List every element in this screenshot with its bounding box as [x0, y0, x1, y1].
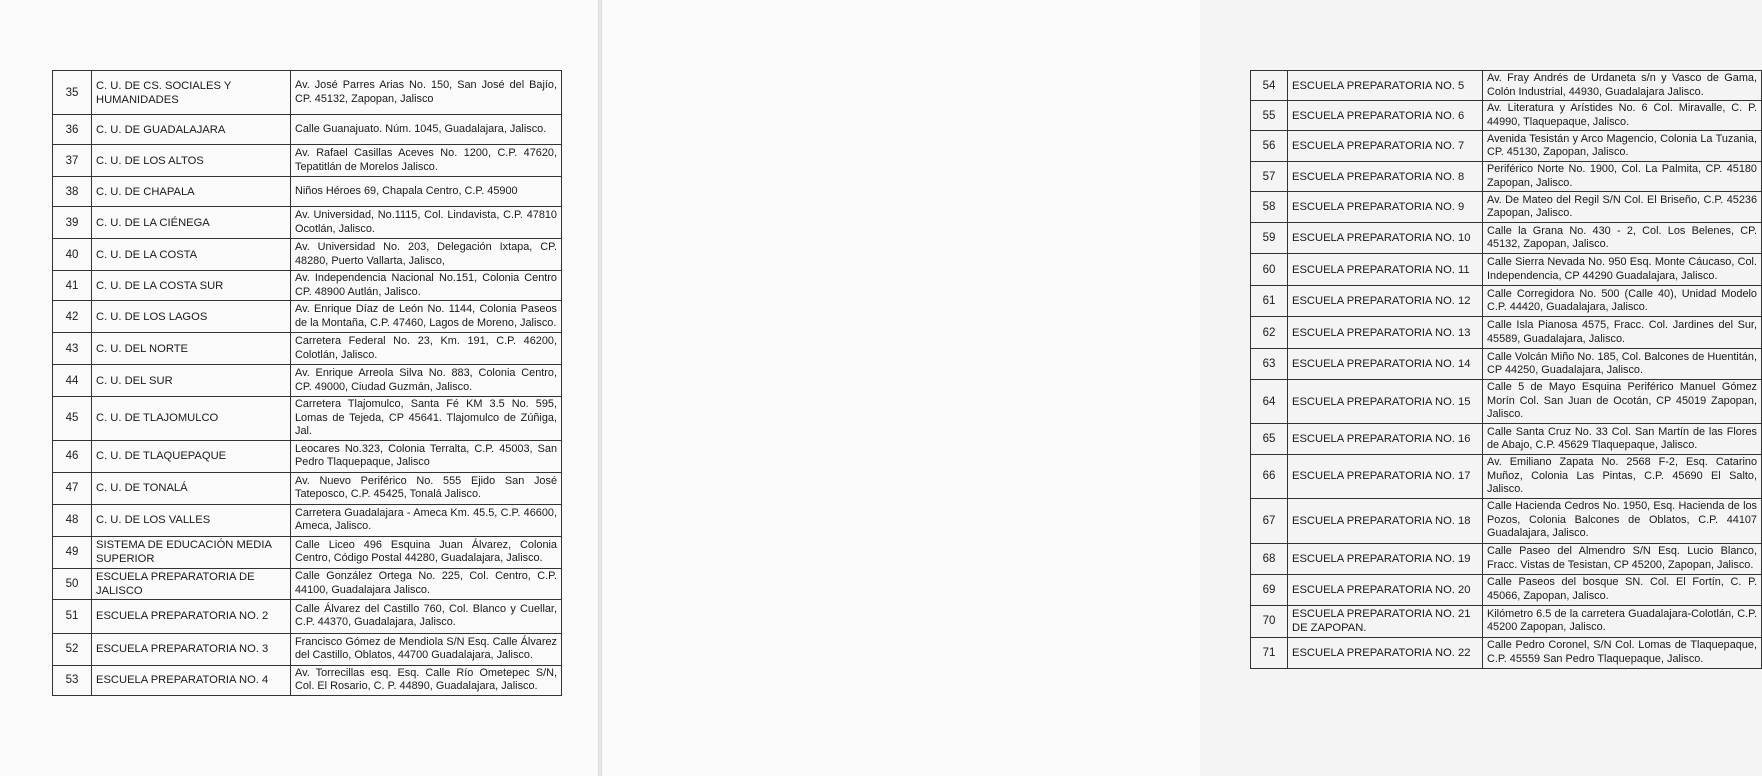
right-table-body [1251, 71, 1762, 669]
row-number: 68 [1251, 543, 1288, 574]
table-row [53, 599, 562, 633]
row-number: 65 [1251, 424, 1288, 455]
left-table-body [53, 71, 562, 696]
table-row [1251, 424, 1762, 455]
institution-name: C. U. DE CS. SOCIALES Y HUMANIDADES [92, 71, 291, 115]
institution-address: Calle Guanajuato. Núm. 1045, Guadalajara, Jalisco. [291, 115, 562, 145]
table-row [53, 177, 562, 207]
institution-address: Av. De Mateo del Regil S/N Col. El Briseño, C.P. 45236 Zapopan, Jalisco. [1483, 192, 1762, 223]
institution-name: ESCUELA PREPARATORIA NO. 14 [1288, 349, 1483, 380]
table-row [53, 71, 562, 115]
row-number: 67 [1251, 498, 1288, 543]
row-number: 44 [53, 365, 92, 397]
institution-address: Calle González Ortega No. 225, Col. Centro, C.P. 44100, Guadalajara Jalisco. [291, 568, 562, 599]
institution-name: C. U. DE LA COSTA [92, 239, 291, 271]
table-row [53, 397, 562, 441]
row-number: 39 [53, 207, 92, 239]
institution-address: Av. Nuevo Periférico No. 555 Ejido San José Tateposco, C.P. 45425, Tonalá Jalisco. [291, 472, 562, 504]
institution-address: Avenida Tesistán y Arco Magencio, Colonia La Tuzania, CP. 45130, Zapopan, Jalisco. [1483, 131, 1762, 162]
institution-name: ESCUELA PREPARATORIA NO. 13 [1288, 317, 1483, 349]
table-row [53, 665, 562, 695]
table-row [53, 115, 562, 145]
table-row [1251, 131, 1762, 162]
institution-address: Av. Enrique Arreola Silva No. 883, Colonia Centro, CP. 49000, Ciudad Guzmán, Jalisco. [291, 365, 562, 397]
row-number: 45 [53, 397, 92, 441]
institution-address: Av. Rafael Casillas Aceves No. 1200, C.P. 47620, Tepatitlán de Morelos Jalisco. [291, 145, 562, 177]
table-row [1251, 498, 1762, 543]
table-row [53, 440, 562, 472]
institution-name: ESCUELA PREPARATORIA NO. 12 [1288, 286, 1483, 317]
institution-address: Av. Emiliano Zapata No. 2568 F-2, Esq. Catarino Muñoz, Colonia Las Pintas, C.P. 45690 El Salto, Jalisco. [1483, 455, 1762, 499]
institution-name: C. U. DE LOS ALTOS [92, 145, 291, 177]
row-number: 63 [1251, 349, 1288, 380]
institution-name: ESCUELA PREPARATORIA NO. 5 [1288, 71, 1483, 101]
institution-name: ESCUELA PREPARATORIA NO. 17 [1288, 455, 1483, 499]
table-row [1251, 254, 1762, 286]
institution-address: Carretera Tlajomulco, Santa Fé KM 3.5 No. 595, Lomas de Tejeda, CP 45641. Tlajomulco de Zúñiga, Jal. [291, 397, 562, 441]
table-row [1251, 71, 1762, 101]
institution-name: ESCUELA PREPARATORIA NO. 2 [92, 599, 291, 633]
row-number: 41 [53, 271, 92, 301]
table-row [53, 633, 562, 665]
table-row [53, 333, 562, 365]
row-number: 66 [1251, 455, 1288, 499]
institution-address: Francisco Gómez de Mendiola S/N Esq. Calle Álvarez del Castillo, Oblatos, 44700 Guadalajara, Jalisco. [291, 633, 562, 665]
row-number: 50 [53, 568, 92, 599]
row-number: 51 [53, 599, 92, 633]
row-number: 56 [1251, 131, 1288, 162]
table-row [1251, 349, 1762, 380]
institution-name: C. U. DE TLAJOMULCO [92, 397, 291, 441]
institution-name: ESCUELA PREPARATORIA NO. 3 [92, 633, 291, 665]
right-institutions-table [1250, 70, 1762, 669]
institution-name: ESCUELA PREPARATORIA NO. 21 DE ZAPOPAN. [1288, 605, 1483, 637]
table-row [53, 207, 562, 239]
institution-address: Calle Pedro Coronel, S/N Col. Lomas de Tlaquepaque, C.P. 45559 San Pedro Tlaquepaque, Jalisco. [1483, 637, 1762, 668]
table-row [1251, 162, 1762, 192]
row-number: 37 [53, 145, 92, 177]
institution-name: C. U. DE LA CIÉNEGA [92, 207, 291, 239]
row-number: 47 [53, 472, 92, 504]
left-page [0, 0, 598, 776]
table-row [1251, 605, 1762, 637]
institution-address: Calle Corregidora No. 500 (Calle 40), Unidad Modelo C.P. 44420, Guadalajara, Jalisco. [1483, 286, 1762, 317]
institution-address: Calle 5 de Mayo Esquina Periférico Manuel Gómez Morín Col. San Juan de Ocotán, CP 45019 Zapopan, Jalisco. [1483, 380, 1762, 424]
institution-address: Calle Álvarez del Castillo 760, Col. Blanco y Cuellar, C.P. 44370, Guadalajara, Jalisco. [291, 599, 562, 633]
institution-name: C. U. DEL NORTE [92, 333, 291, 365]
row-number: 61 [1251, 286, 1288, 317]
row-number: 71 [1251, 637, 1288, 668]
institution-name: ESCUELA PREPARATORIA NO. 16 [1288, 424, 1483, 455]
table-row [53, 145, 562, 177]
table-row [53, 271, 562, 301]
institution-name: C. U. DEL SUR [92, 365, 291, 397]
institution-address: Calle Santa Cruz No. 33 Col. San Martín de las Flores de Abajo, C.P. 45629 Tlaquepaque, Jalisco. [1483, 424, 1762, 455]
institution-name: ESCUELA PREPARATORIA NO. 11 [1288, 254, 1483, 286]
left-institutions-table [52, 70, 562, 696]
table-row [53, 536, 562, 568]
table-row [53, 301, 562, 333]
institution-address: Av. Fray Andrés de Urdaneta s/n y Vasco de Gama, Colón Industrial, 44930, Guadalajara Jalisco. [1483, 71, 1762, 101]
institution-name: ESCUELA PREPARATORIA NO. 20 [1288, 574, 1483, 605]
row-number: 49 [53, 536, 92, 568]
institution-address: Niños Héroes 69, Chapala Centro, C.P. 45900 [291, 177, 562, 207]
row-number: 40 [53, 239, 92, 271]
institution-address: Calle Sierra Nevada No. 950 Esq. Monte Cáucaso, Col. Independencia, CP 44290 Guadalajara, Jalisco. [1483, 254, 1762, 286]
institution-address: Leocares No.323, Colonia Terralta, C.P. 45003, San Pedro Tlaquepaque, Jalisco [291, 440, 562, 472]
institution-name: C. U. DE TONALÁ [92, 472, 291, 504]
row-number: 59 [1251, 223, 1288, 254]
institution-address: Kilómetro 6.5 de la carretera Guadalajara-Colotlán, C.P. 45200 Zapopan, Jalisco. [1483, 605, 1762, 637]
row-number: 46 [53, 440, 92, 472]
institution-name: C. U. DE LA COSTA SUR [92, 271, 291, 301]
right-page [602, 0, 1757, 776]
row-number: 35 [53, 71, 92, 115]
institution-address: Av. José Parres Arias No. 150, San José del Bajío, CP. 45132, Zapopan, Jalisco [291, 71, 562, 115]
row-number: 60 [1251, 254, 1288, 286]
institution-address: Calle Paseo del Almendro S/N Esq. Lucio Blanco, Fracc. Vistas de Tesistan, CP 45200, Zapopan, Jalisco. [1483, 543, 1762, 574]
institution-name: ESCUELA PREPARATORIA NO. 6 [1288, 101, 1483, 131]
institution-name: C. U. DE GUADALAJARA [92, 115, 291, 145]
institution-name: ESCUELA PREPARATORIA NO. 4 [92, 665, 291, 695]
institution-address: Calle Volcán Miño No. 185, Col. Balcones de Huentitán, CP 44250, Guadalajara, Jalisco. [1483, 349, 1762, 380]
row-number: 54 [1251, 71, 1288, 101]
table-row [1251, 637, 1762, 668]
row-number: 64 [1251, 380, 1288, 424]
institution-name: C. U. DE LOS LAGOS [92, 301, 291, 333]
table-row [1251, 317, 1762, 349]
row-number: 52 [53, 633, 92, 665]
institution-address: Carretera Federal No. 23, Km. 191, C.P. 46200, Colotlán, Jalisco. [291, 333, 562, 365]
row-number: 55 [1251, 101, 1288, 131]
institution-address: Av. Literatura y Arístides No. 6 Col. Miravalle, C. P. 44990, Tlaquepaque, Jalisco. [1483, 101, 1762, 131]
institution-name: C. U. DE TLAQUEPAQUE [92, 440, 291, 472]
institution-address: Calle la Grana No. 430 - 2, Col. Los Belenes, CP. 45132, Zapopan, Jalisco. [1483, 223, 1762, 254]
table-row [1251, 455, 1762, 499]
table-row [53, 472, 562, 504]
row-number: 43 [53, 333, 92, 365]
table-row [53, 568, 562, 599]
row-number: 57 [1251, 162, 1288, 192]
institution-address: Av. Torrecillas esq. Esq. Calle Río Ometepec S/N, Col. El Rosario, C. P. 44890, Guadalajara, Jalisco. [291, 665, 562, 695]
row-number: 62 [1251, 317, 1288, 349]
table-row [1251, 101, 1762, 131]
institution-name: ESCUELA PREPARATORIA NO. 18 [1288, 498, 1483, 543]
institution-address: Carretera Guadalajara - Ameca Km. 45.5, C.P. 46600, Ameca, Jalisco. [291, 504, 562, 536]
institution-address: Av. Universidad, No.1115, Col. Lindavista, C.P. 47810 Ocotlán, Jalisco. [291, 207, 562, 239]
row-number: 70 [1251, 605, 1288, 637]
row-number: 69 [1251, 574, 1288, 605]
table-row [1251, 380, 1762, 424]
institution-name: ESCUELA PREPARATORIA NO. 15 [1288, 380, 1483, 424]
row-number: 36 [53, 115, 92, 145]
institution-name: ESCUELA PREPARATORIA NO. 10 [1288, 223, 1483, 254]
row-number: 58 [1251, 192, 1288, 223]
table-row [1251, 286, 1762, 317]
institution-address: Calle Isla Pianosa 4575, Fracc. Col. Jardines del Sur, 45589, Guadalajara, Jalisco. [1483, 317, 1762, 349]
institution-name: ESCUELA PREPARATORIA NO. 9 [1288, 192, 1483, 223]
institution-name: ESCUELA PREPARATORIA NO. 7 [1288, 131, 1483, 162]
row-number: 48 [53, 504, 92, 536]
institution-address: Calle Liceo 496 Esquina Juan Álvarez, Colonia Centro, Código Postal 44280, Guadalajara, Jalisco. [291, 536, 562, 568]
table-row [53, 504, 562, 536]
institution-name: ESCUELA PREPARATORIA NO. 22 [1288, 637, 1483, 668]
institution-name: ESCUELA PREPARATORIA NO. 8 [1288, 162, 1483, 192]
table-row [1251, 574, 1762, 605]
row-number: 38 [53, 177, 92, 207]
institution-name: C. U. DE LOS VALLES [92, 504, 291, 536]
institution-address: Av. Universidad No. 203, Delegación Ixtapa, CP. 48280, Puerto Vallarta, Jalisco, [291, 239, 562, 271]
table-row [1251, 543, 1762, 574]
institution-address: Periférico Norte No. 1900, Col. La Palmita, CP. 45180 Zapopan, Jalisco. [1483, 162, 1762, 192]
table-row [53, 365, 562, 397]
institution-address: Av. Independencia Nacional No.151, Colonia Centro CP. 48900 Autlán, Jalisco. [291, 271, 562, 301]
institution-address: Calle Hacienda Cedros No. 1950, Esq. Hacienda de los Pozos, Colonia Balcones de Oblatos, C.P. 44107 Guadalajara, Jalisco. [1483, 498, 1762, 543]
institution-name: C. U. DE CHAPALA [92, 177, 291, 207]
table-row [53, 239, 562, 271]
institution-name: SISTEMA DE EDUCACIÓN MEDIA SUPERIOR [92, 536, 291, 568]
institution-name: ESCUELA PREPARATORIA NO. 19 [1288, 543, 1483, 574]
table-row [1251, 223, 1762, 254]
institution-name: ESCUELA PREPARATORIA DE JALISCO [92, 568, 291, 599]
table-row [1251, 192, 1762, 223]
row-number: 42 [53, 301, 92, 333]
institution-address: Calle Paseos del bosque SN. Col. El Fortín, C. P. 45066, Zapopan, Jalisco. [1483, 574, 1762, 605]
institution-address: Av. Enrique Díaz de León No. 1144, Colonia Paseos de la Montaña, C.P. 47460, Lagos de Moreno, Jalisco. [291, 301, 562, 333]
row-number: 53 [53, 665, 92, 695]
